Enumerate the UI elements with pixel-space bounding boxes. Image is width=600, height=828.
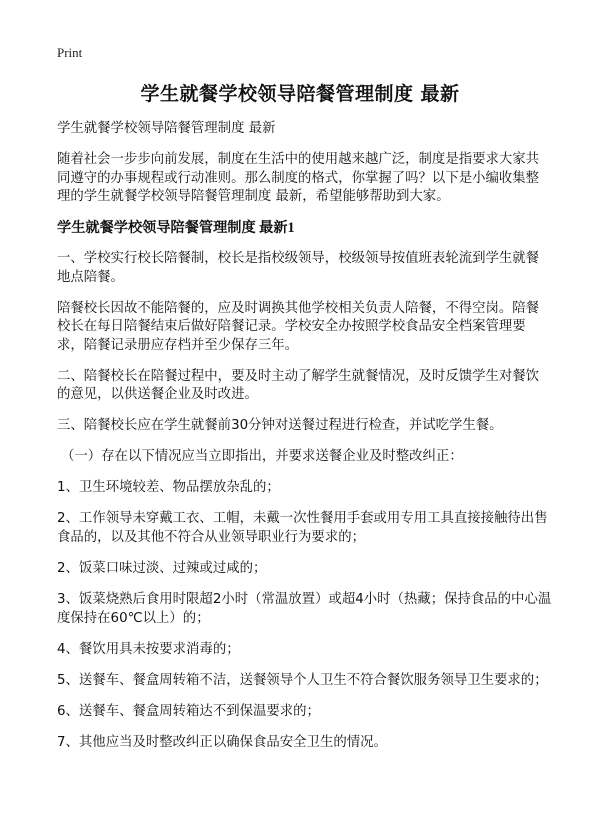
section-heading: 学生就餐学校领导陪餐管理制度 最新1 (57, 220, 295, 237)
paragraph-rule-3: 三、陪餐校长应在学生就餐前30分钟对送餐过程进行检查，并试吃学生餐。 (57, 418, 503, 434)
document-subtitle: 学生就餐学校领导陪餐管理制度 最新 (57, 121, 276, 136)
document-title: 学生就餐学校领导陪餐管理制度 最新 (140, 83, 460, 105)
paragraph-subsection-1: （一）存在以下情况应当立即指出，并要求送餐企业及时整改纠正： (61, 449, 463, 465)
paragraph-rule-2: 二、陪餐校长在陪餐过程中，要及时主动了解学生就餐情况，及时反馈学生对餐饮的意见，以供送餐企业及时改进。 (57, 368, 540, 403)
print-label: Print (57, 45, 83, 60)
list-item: 6、送餐车、餐盒周转箱达不到保温要求的； (57, 703, 320, 719)
list-item: 2、饭菜口味过淡、过辣或过咸的； (57, 561, 267, 576)
list-item: 2、工作领导未穿戴工衣、工帽，未戴一次性餐用手套或用专用工具直接接触待出售食品的，以及其他不符合从业领导职业行为要求的； (57, 511, 548, 546)
list-item: 7、其他应当及时整改纠正以确保食品安全卫生的情况。 (57, 734, 387, 750)
document-body (57, 120, 552, 765)
list-item: 3、饭菜烧熟后食用时限超2小时（常温放置）或超4小时（热藏；保持食品的中心温度保持在60℃以上）的； (57, 591, 552, 626)
paragraph-absence-rule: 陪餐校长因故不能陪餐的，应及时调换其他学校相关负责人陪餐，不得空岗。陪餐校长在每日陪餐结束后做好陪餐记录。学校安全办按照学校食品安全档案管理要求，陪餐记录册应存档并至少保存三年。 (57, 300, 540, 353)
list-item: 1、卫生环境较差、物品摆放杂乱的； (57, 480, 280, 496)
paragraph-rule-1: 一、学校实行校长陪餐制，校长是指校级领导，校级领导按值班表轮流到学生就餐地点陪餐。 (57, 251, 540, 285)
intro-paragraph: 随着社会一步步向前发展，制度在生活中的使用越来越广泛，制度是指要求大家共同遵守的办事规程或行动准则。那么制度的格式，你掌握了吗？以下是小编收集整理的学生就餐学校领导陪餐管理制度 最新，希望能够帮助到大家。 (57, 152, 540, 205)
list-item: 4、餐饮用具未按要求消毒的； (57, 641, 240, 657)
list-item: 5、送餐车、餐盒周转箱不洁，送餐领导个人卫生不符合餐饮服务领导卫生要求的； (57, 672, 548, 688)
